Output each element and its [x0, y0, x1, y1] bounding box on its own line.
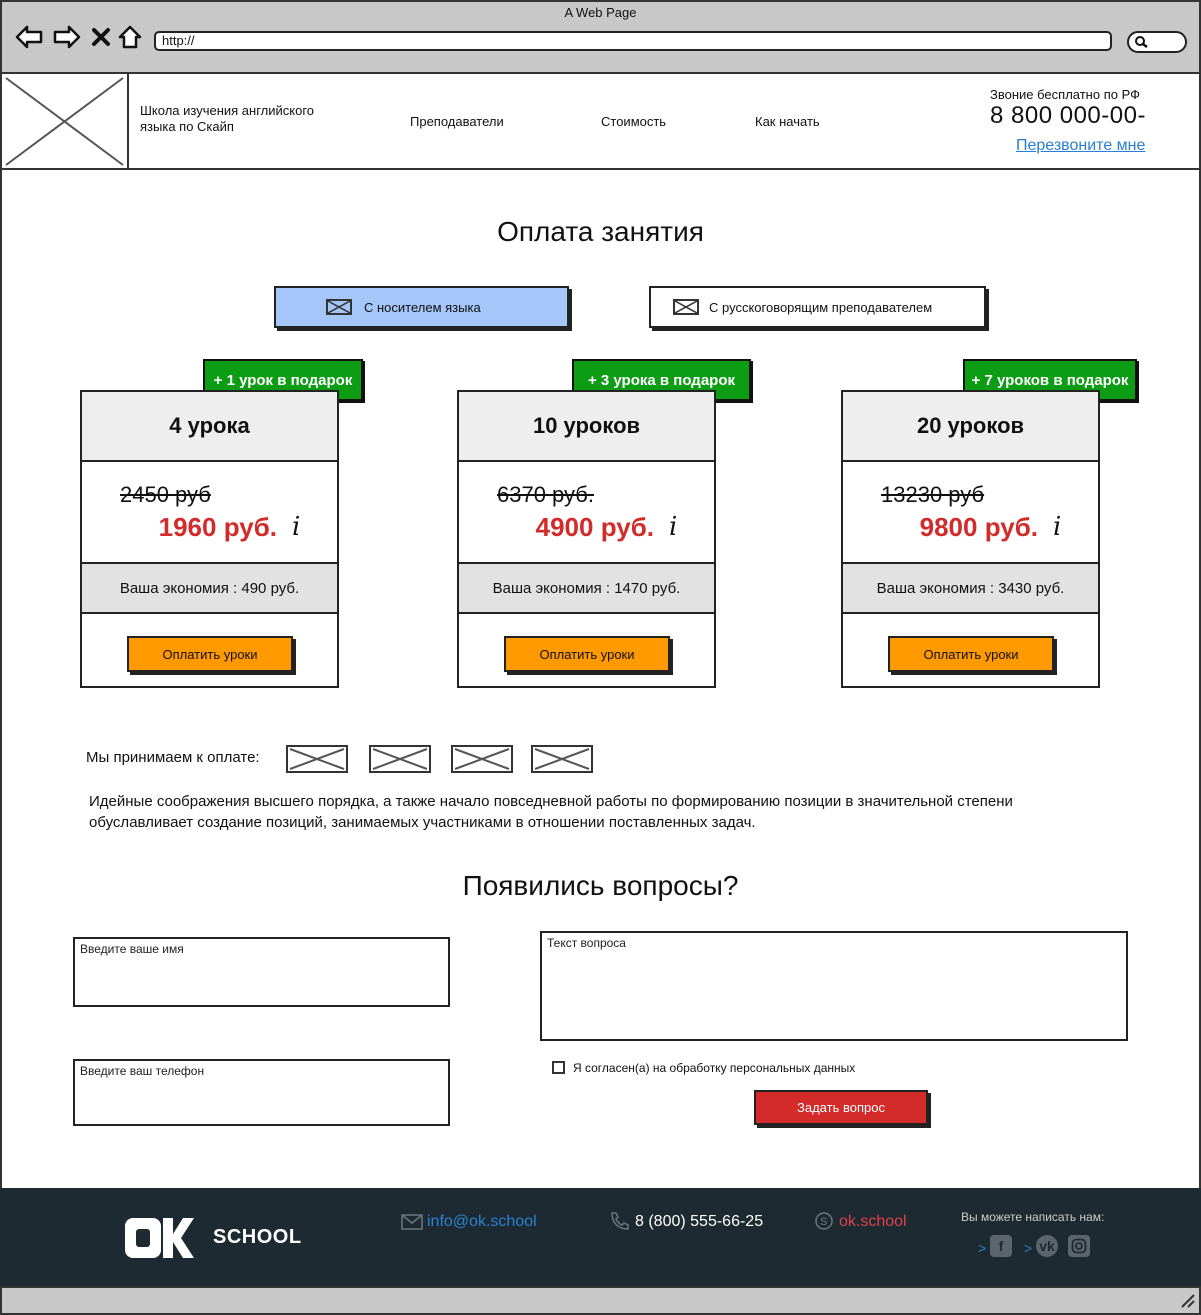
ok-logo-icon[interactable]	[123, 1216, 195, 1260]
gift-badge: + 7 уроков в подарок	[963, 359, 1137, 401]
payment-logo-placeholder	[531, 745, 593, 773]
url-input[interactable]: http://	[154, 31, 1112, 51]
footer-skype-link[interactable]: ok.school	[839, 1213, 907, 1230]
price-card	[80, 390, 339, 688]
lessons-count: 20 уроков	[843, 392, 1098, 462]
questions-title: Появились вопросы?	[462, 870, 739, 901]
footer-phone: 8 (800) 555-66-25	[635, 1213, 764, 1230]
skype-icon	[814, 1211, 834, 1236]
price-card	[457, 390, 716, 688]
saving-label: Ваша экономия : 1470 руб.	[459, 562, 714, 614]
window-title: A Web Page	[564, 5, 637, 20]
facebook-icon[interactable]: f	[990, 1235, 1012, 1257]
pay-lessons-button[interactable]: Оплатить уроки	[504, 636, 670, 672]
browser-search-field[interactable]	[1127, 31, 1187, 53]
ask-question-button[interactable]: Задать вопрос	[754, 1090, 928, 1125]
info-icon[interactable]: i	[292, 512, 301, 542]
svg-text:S: S	[820, 1216, 828, 1228]
search-icon	[1133, 35, 1149, 49]
lessons-count: 4 урока	[82, 392, 337, 462]
old-price: 2450 руб	[120, 482, 211, 507]
mail-icon	[401, 1214, 423, 1235]
pay-lessons-button[interactable]: Оплатить уроки	[888, 636, 1054, 672]
phone-icon	[609, 1211, 631, 1236]
name-input[interactable]: Введите ваше имя	[73, 937, 450, 1007]
instagram-icon[interactable]	[1068, 1235, 1090, 1257]
info-icon[interactable]: i	[669, 512, 678, 542]
nav-how-to-start[interactable]: Как начать	[755, 114, 820, 129]
forward-arrow-icon[interactable]	[52, 22, 82, 52]
question-textarea[interactable]: Текст вопроса	[540, 931, 1128, 1041]
gift-badge: + 1 урок в подарок	[203, 359, 363, 401]
tab-native-speaker[interactable]	[274, 286, 569, 328]
payment-logo-placeholder	[369, 745, 431, 773]
footer-email-link[interactable]: info@ok.school	[427, 1213, 537, 1230]
tab-russian-teacher[interactable]	[649, 286, 986, 328]
lessons-count: 10 уроков	[459, 392, 714, 462]
pay-lessons-button[interactable]: Оплатить уроки	[127, 636, 293, 672]
vk-icon[interactable]: vk	[1036, 1235, 1058, 1257]
info-icon[interactable]: i	[1053, 512, 1062, 542]
callback-link[interactable]: Перезвоните мне	[1016, 137, 1146, 154]
nav-price[interactable]: Стоимость	[601, 114, 667, 129]
resize-grip-icon[interactable]	[1179, 1292, 1195, 1313]
new-price: 4900 руб.	[535, 512, 654, 542]
new-price: 1960 руб.	[158, 512, 277, 542]
logo-placeholder[interactable]	[2, 74, 129, 169]
pricing-title: Оплата занятия	[497, 216, 704, 247]
footer-brand: SCHOOL	[213, 1226, 302, 1248]
gift-badge: + 3 урока в подарок	[572, 359, 751, 401]
nav-teachers[interactable]: Преподаватели	[410, 114, 504, 129]
close-stop-icon[interactable]	[86, 22, 116, 52]
call-free-label: Звоние бесплатно по РФ	[990, 87, 1140, 102]
saving-label: Ваша экономия : 3430 руб.	[843, 562, 1098, 614]
school-description: Школа изучения английского языка по Скайп	[140, 103, 315, 134]
image-placeholder-icon	[673, 299, 699, 315]
home-icon[interactable]	[115, 22, 145, 52]
new-price: 9800 руб.	[919, 512, 1038, 542]
payment-logo-placeholder	[451, 745, 513, 773]
tab-label: С русскоговорящим преподавателем	[709, 299, 933, 315]
payment-methods-label: Мы принимаем к оплате:	[86, 749, 260, 766]
tab-label: С носителем языка	[364, 299, 481, 315]
browser-status-bar	[0, 1286, 1201, 1315]
price-card	[841, 390, 1100, 688]
phone-input[interactable]: Введите ваш телефон	[73, 1059, 450, 1126]
old-price: 6370 руб.	[497, 482, 595, 507]
saving-label: Ваша экономия : 490 руб.	[82, 562, 337, 614]
back-arrow-icon[interactable]	[14, 22, 44, 52]
consent-checkbox[interactable]	[552, 1061, 565, 1074]
consent-label: Я согласен(а) на обработку персональных данных	[573, 1061, 856, 1075]
old-price: 13230 руб	[881, 482, 985, 507]
payment-logo-placeholder	[286, 745, 348, 773]
header-phone: 8 800 000-00-	[990, 102, 1146, 129]
write-us-label: Вы можете написать нам:	[961, 1210, 1105, 1224]
image-placeholder-icon	[326, 299, 352, 315]
chevron-right-icon: >	[1024, 1240, 1033, 1256]
description-text: Идейные соображения высшего порядка, а также начало повседневной работы по формированию позиции в значительной степени обуславливает создание позиций, занимаемых участниками в отношении поставленных задач.	[89, 793, 1013, 831]
chevron-right-icon: >	[978, 1240, 987, 1256]
